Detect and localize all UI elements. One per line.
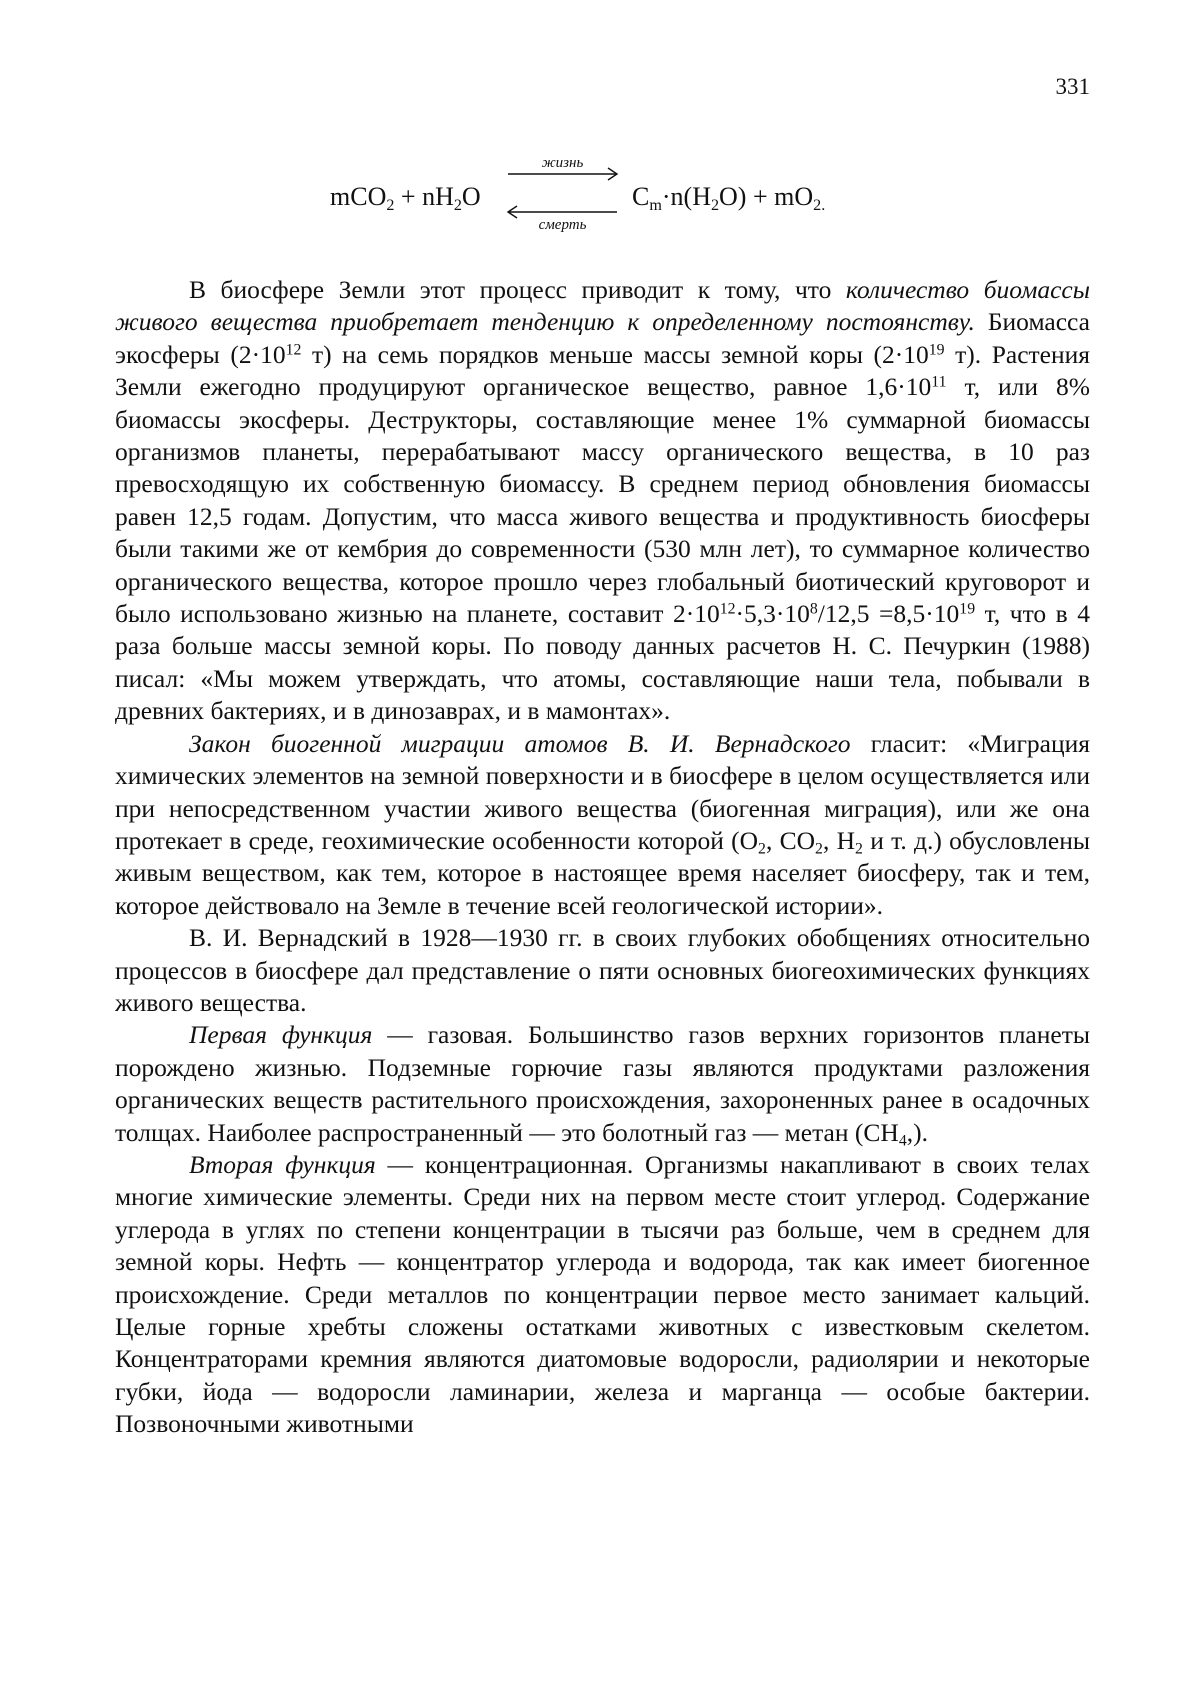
italic-text: Закон биогенной миграции атомов В. И. Вернадского	[189, 728, 851, 758]
paragraph-migration-law	[115, 728, 1090, 922]
equation-reactants	[330, 182, 481, 212]
equation-products	[632, 182, 825, 212]
eq-sub: 2	[453, 196, 462, 214]
paragraph-first-function	[115, 1019, 1090, 1149]
text: В. И. Вернадский в 1928—1930 гг. в своих глубоких обобщениях относительно процессов в биосфере дал представление о пяти основных биогеохимических функциях живого вещества.	[115, 923, 1090, 1017]
text: , CO	[765, 825, 816, 855]
eq-sub: 2.	[813, 196, 826, 214]
reversible-arrows	[500, 155, 625, 250]
body-text	[115, 274, 1090, 1441]
italic-text: Первая функция	[189, 1020, 373, 1050]
eq-sub: 2	[386, 196, 395, 214]
text: ·5,3·10	[735, 599, 810, 629]
arrows-icon	[500, 155, 625, 250]
paragraph-vernadsky	[115, 922, 1090, 1019]
text: /12,5 =8,5·10	[817, 599, 960, 629]
eq-text: ·n(H	[661, 182, 711, 211]
eq-text: O) + mO	[719, 182, 814, 211]
text: т, или 8% биомассы экосферы. Деструкторы, составляющие менее 1% суммарной биомассы организмов планеты, перерабатывают массу органического вещества, в 10 раз превосходящую их собственную биомассу. В среднем период обновления биомассы равен 12,5 годам. Допустим, что масса живого вещества и продуктивность биосферы были такими же от кембрия до современности (530 млн лет), то суммарное количество органического вещества, которое прошло через глобальный биотический круговорот и было использовано жизнью на планете, составит 2·10	[115, 372, 1090, 629]
eq-text: + nH	[394, 182, 454, 211]
superscript: 8	[809, 600, 818, 618]
eq-sub: m	[649, 196, 662, 214]
text: ,).	[906, 1117, 928, 1147]
text: т). Растения Земли ежегодно продуцируют органическое вещество, равное 1,6·10	[115, 339, 1091, 402]
superscript: 19	[928, 341, 945, 359]
backward-arrow-label: смерть	[538, 217, 587, 233]
chemical-equation	[0, 155, 1200, 250]
superscript: 11	[931, 373, 947, 391]
paragraph-second-function	[115, 1149, 1090, 1441]
subscript: 2	[855, 840, 863, 858]
eq-text: O	[461, 182, 481, 211]
eq-text: C	[632, 182, 650, 211]
superscript: 19	[959, 600, 976, 618]
text: Биомасса экосферы (2·10	[115, 307, 1090, 369]
text: — газовая. Большинство газов верхних горизонтов планеты порождено жизнью. Подземные горючие газы являются продуктами разложения органических веществ растительного происхождения, захороненных ранее в осадочных толщах. Наиболее распространенный — это болотный газ — метан (CH	[115, 1020, 1090, 1147]
eq-text: mCO	[330, 182, 387, 211]
subscript: 2	[758, 840, 766, 858]
superscript: 12	[719, 600, 736, 618]
text: В биосфере Земли этот процесс приводит к тому, что	[189, 275, 846, 304]
text: и т. д.) обусловлены живым веществом, как тем, которое в настоящее время населяет биосферу, так и тем, которое действовало на Земле в течение всей геологической истории».	[115, 825, 1090, 920]
superscript: 12	[285, 341, 302, 359]
forward-arrow-label: жизнь	[541, 155, 584, 171]
page-number: 331	[1055, 74, 1090, 99]
text: гласит: «Миграция химических элементов на земной поверхности и в биосфере в целом осуществляется или при непосредственном участии живого вещества (биогенная миграция), или же она протекает в среде, геохимические особенности которой (O	[115, 728, 1090, 855]
subscript: 4	[898, 1132, 907, 1150]
text: , H	[822, 825, 856, 855]
eq-sub: 2	[710, 196, 720, 214]
subscript: 2	[815, 840, 823, 858]
text: т) на семь порядков меньше массы земной коры (2·10	[301, 339, 929, 369]
italic-text: количество биомассы живого вещества приобретает тенденцию к определенному постоянству.	[115, 275, 1090, 337]
paragraph-biomass	[115, 274, 1090, 728]
italic-text: Вторая функция	[189, 1149, 376, 1179]
text: — концентрационная. Организмы накапливают в своих телах многие химические элементы. Среди них на первом месте стоит углерод. Содержание углерода в углях по степени концентрации в тысячи раз больше, чем в среднем для земной коры. Нефть — концентратор углерода и водорода, так как имеет биогенное происхождение. Среди металлов по концентрации первое место занимает кальций. Целые горные хребты сложены остатками животных с известковым скелетом. Концентраторами кремния являются диатомовые водоросли, радиолярии и некоторые губки, йода — водоросли ламинарии, железа и марганца — особые бактерии. Позвоночными животными	[115, 1149, 1090, 1439]
text: т, что в 4 раза больше массы земной коры. По поводу данных расчетов Н. С. Печуркин (1988) писал: «Мы можем утверждать, что атомы, составляющие наши тела, побывали в древних бактериях, и в динозаврах, и в мамонтах».	[115, 599, 1090, 726]
